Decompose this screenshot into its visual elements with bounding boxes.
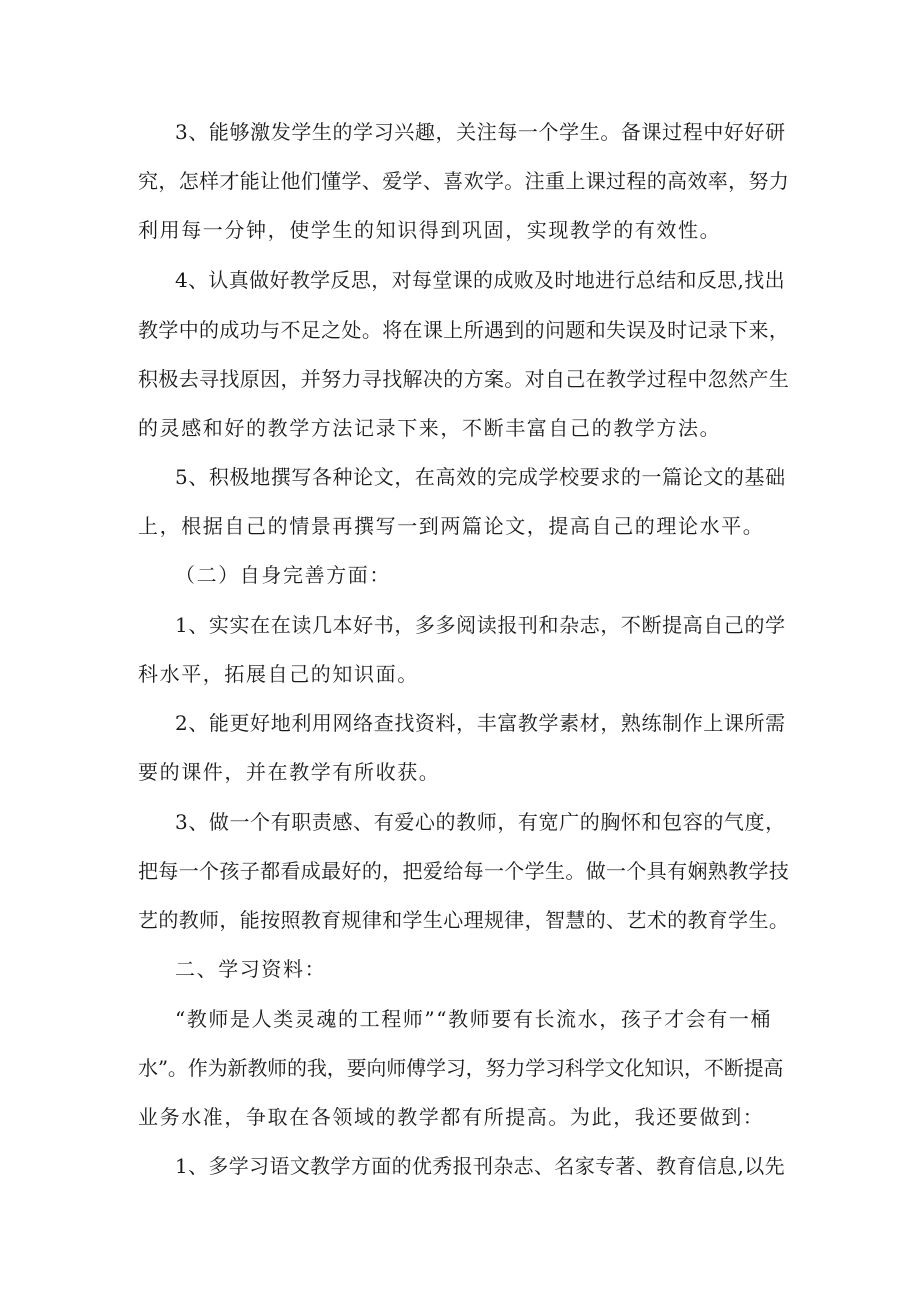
paragraph-quote-line-1: “教师是人类灵魂的工程师”“教师要有长流水，孩子才会有一桶 — [175, 1007, 773, 1031]
paragraph-sub-item-3-line-2: 把每一个孩子都看成最好的，把爱给每一个学生。做一个具有娴熟教学技 — [138, 859, 790, 883]
paragraph-sub-item-1-line-1: 1、实实在在读几本好书，多多阅读报刊和杂志，不断提高自己的学 — [175, 613, 786, 637]
paragraph-item-3-line-1: 3、能够激发学生的学习兴趣，关注每一个学生。备课过程中好好研 — [175, 120, 786, 144]
paragraph-quote-line-3: 业务水准，争取在各领域的教学都有所提高。为此，我还要做到： — [138, 1105, 765, 1129]
paragraph-sub-item-3-line-3: 艺的教师，能按照教育规律和学生心理规律，智慧的、艺术的教育学生。 — [138, 908, 790, 932]
section-heading-study-materials: 二、学习资料： — [175, 957, 327, 981]
paragraph-item-4-line-4: 的灵感和好的教学方法记录下来，不断丰富自己的教学方法。 — [138, 416, 722, 440]
paragraph-item-3-line-3: 利用每一分钟，使学生的知识得到巩固，实现教学的有效性。 — [138, 218, 722, 242]
paragraph-item-4-line-1: 4、认真做好教学反思，对每堂课的成败及时地进行总结和反思,找出 — [175, 268, 785, 292]
paragraph-item-4-line-3: 积极去寻找原因，并努力寻找解决的方案。对自己在教学过程中忽然产生 — [138, 367, 790, 391]
paragraph-study-item-1-line-1: 1、多学习语文教学方面的优秀报刊杂志、名家专著、教育信息,以先 — [175, 1154, 785, 1178]
paragraph-item-3-line-2: 究，怎样才能让他们懂学、爱学、喜欢学。注重上课过程的高效率，努力 — [138, 169, 790, 193]
paragraph-item-5-line-1: 5、积极地撰写各种论文，在高效的完成学校要求的一篇论文的基础 — [175, 465, 786, 489]
paragraph-sub-item-1-line-2: 科水平，拓展自己的知识面。 — [138, 662, 419, 686]
paragraph-sub-item-3-line-1: 3、做一个有职责感、有爱心的教师，有宽广的胸怀和包容的气度， — [175, 810, 786, 834]
paragraph-quote-line-2: 水”。作为新教师的我，要向师傅学习，努力学习科学文化知识，不断提高 — [138, 1056, 784, 1080]
section-heading-self-improvement: （二）自身完善方面： — [175, 563, 391, 587]
paragraph-sub-item-2-line-1: 2、能更好地利用网络查找资料，丰富教学素材，熟练制作上课所需 — [175, 711, 786, 735]
paragraph-sub-item-2-line-2: 要的课件，并在教学有所收获。 — [138, 760, 441, 784]
paragraph-item-5-line-2: 上，根据自己的情景再撰写一到两篇论文，提高自己的理论水平。 — [138, 514, 765, 538]
paragraph-item-4-line-2: 教学中的成功与不足之处。将在课上所遇到的问题和失误及时记录下来， — [138, 318, 790, 342]
